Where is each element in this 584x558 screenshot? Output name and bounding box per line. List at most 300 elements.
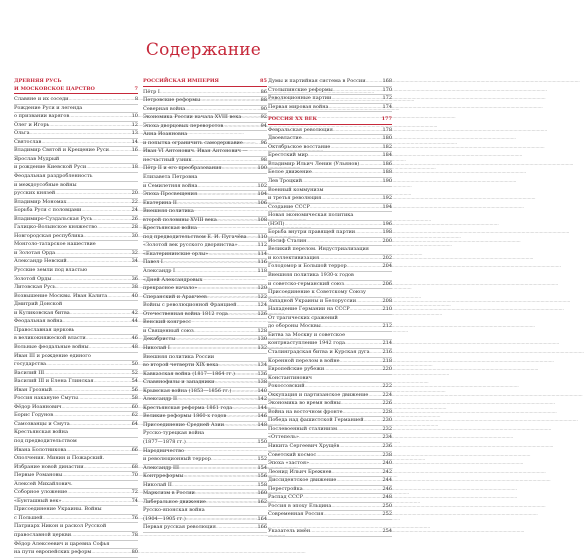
toc-entry-title: (1877—1878 гг.)	[143, 438, 186, 445]
toc-entry-page: 90	[260, 105, 267, 112]
leader-dots	[312, 169, 382, 177]
toc-entry[interactable]	[143, 106, 267, 115]
toc-entry[interactable]	[14, 276, 138, 285]
leader-dots	[331, 95, 381, 103]
leader-dots	[175, 336, 256, 344]
leader-dots	[78, 395, 131, 403]
toc-entry-title: Нападение Германии на СССР	[268, 306, 350, 313]
section-page: 177	[381, 116, 392, 123]
toc-entry-title: государства	[14, 361, 46, 368]
toc-entry[interactable]	[14, 207, 138, 216]
toc-entry[interactable]	[143, 217, 267, 226]
toc-entry-title: Иван III и рождение единого	[14, 352, 91, 359]
toc-entry-page: 172	[382, 95, 392, 102]
toc-entry[interactable]	[14, 216, 138, 225]
toc-entry[interactable]	[268, 238, 392, 247]
toc-entry[interactable]	[268, 187, 392, 196]
toc-entry[interactable]	[14, 293, 138, 302]
leader-dots	[247, 234, 257, 242]
toc-entry[interactable]	[143, 191, 267, 200]
toc-entry[interactable]	[14, 335, 138, 344]
toc-entry[interactable]	[268, 323, 392, 332]
toc-entry[interactable]	[268, 392, 392, 401]
toc-entry[interactable]	[268, 178, 392, 187]
toc-entry-title: Крестьянская война	[143, 225, 197, 232]
leader-dots	[321, 323, 382, 331]
toc-entry-title: Борьба Руси с половцами	[14, 207, 82, 214]
toc-entry[interactable]	[268, 255, 392, 264]
toc-entry[interactable]	[143, 482, 267, 491]
section-heading[interactable]	[143, 78, 267, 87]
toc-entry[interactable]	[268, 87, 392, 96]
section-page: 85	[260, 78, 267, 84]
toc-entry[interactable]	[14, 447, 138, 456]
toc-entry[interactable]	[14, 515, 138, 524]
toc-entry[interactable]	[143, 123, 267, 132]
leader-dots	[46, 361, 131, 369]
toc-entry-title: Присоединение к Советскому Союзу	[268, 289, 366, 296]
toc-entry[interactable]	[14, 310, 138, 319]
toc-entry[interactable]	[143, 430, 267, 439]
leader-dots	[333, 127, 382, 135]
toc-entry-page: 220	[382, 366, 392, 373]
toc-entry[interactable]	[14, 173, 138, 182]
toc-entry-page: 190	[382, 178, 392, 185]
leader-dots	[194, 328, 257, 336]
toc-entry[interactable]	[14, 361, 138, 370]
toc-entry-page: 226	[382, 400, 392, 407]
toc-entry[interactable]	[143, 499, 267, 508]
toc-entry-page: 184	[382, 152, 392, 159]
toc-entry[interactable]	[14, 438, 138, 447]
leader-dots	[331, 503, 381, 511]
toc-entry-page: 188	[382, 169, 392, 176]
toc-entry-page: 102	[257, 182, 267, 189]
leader-dots	[186, 439, 257, 447]
toc-entry-title: Крестьянская реформа 1861 года	[143, 404, 233, 411]
toc-entry[interactable]	[268, 340, 392, 349]
toc-entry[interactable]	[14, 464, 138, 473]
toc-entry[interactable]	[143, 285, 267, 294]
leader-dots	[107, 293, 130, 301]
toc-entry[interactable]	[268, 78, 392, 87]
toc-entry[interactable]	[14, 147, 138, 156]
toc-entry[interactable]	[268, 426, 392, 435]
leader-dots	[43, 515, 131, 523]
toc-entry[interactable]	[143, 456, 267, 465]
toc-entry-title: русских князей	[14, 190, 56, 197]
toc-entry-title: Русско-турецкая война	[143, 430, 205, 437]
toc-entry[interactable]	[14, 421, 138, 430]
toc-entry[interactable]	[143, 302, 267, 311]
toc-entry[interactable]	[14, 327, 138, 336]
leader-dots	[81, 207, 130, 215]
toc-entry[interactable]	[14, 489, 138, 498]
toc-entry-title: Вольные феодальные войны	[14, 343, 89, 350]
toc-entry[interactable]	[14, 541, 138, 550]
toc-entry-title: Столыпинские реформы	[268, 86, 333, 93]
toc-entry[interactable]	[14, 241, 138, 250]
toc-entry-title: Великий перелом. Индустриализация	[268, 246, 369, 253]
toc-entry[interactable]	[143, 251, 267, 260]
toc-entry[interactable]	[143, 362, 267, 371]
toc-entry[interactable]	[143, 183, 267, 192]
toc-entry-page: 62	[131, 412, 138, 419]
toc-entry[interactable]	[143, 524, 267, 533]
toc-entry[interactable]	[143, 396, 267, 405]
toc-entry[interactable]	[268, 469, 392, 478]
toc-entry[interactable]	[14, 156, 138, 165]
toc-entry[interactable]	[143, 268, 267, 277]
toc-entry-title: Первая мировая война	[268, 103, 329, 110]
toc-entry[interactable]	[14, 113, 138, 122]
toc-entry-page: 134	[257, 362, 267, 369]
toc-entry-title: Диссидентское движение	[268, 477, 337, 484]
toc-entry-title: Контрреформы	[143, 473, 184, 480]
toc-entry[interactable]	[143, 319, 267, 328]
toc-entry-title: Николай II	[143, 481, 172, 488]
section-heading[interactable]	[14, 78, 138, 94]
toc-entry[interactable]	[14, 429, 138, 438]
leader-dots	[324, 366, 381, 374]
leader-dots	[236, 302, 256, 310]
leader-dots	[226, 413, 256, 421]
toc-entry-page: 32	[131, 249, 138, 256]
toc-entry[interactable]	[143, 516, 267, 525]
toc-entry[interactable]	[143, 507, 267, 516]
toc-entry-page: 138	[257, 379, 267, 386]
toc-entry[interactable]	[143, 354, 267, 363]
toc-entry[interactable]	[268, 161, 392, 170]
toc-entry[interactable]	[143, 131, 267, 140]
toc-entry[interactable]	[143, 439, 267, 448]
toc-entry-page: 204	[382, 263, 392, 270]
toc-entry[interactable]	[14, 387, 138, 396]
toc-entry[interactable]	[143, 148, 267, 157]
toc-entry[interactable]	[143, 259, 267, 268]
toc-entry-title: и междоусобные войны	[14, 181, 77, 188]
toc-entry[interactable]	[268, 383, 392, 392]
leader-dots	[86, 335, 131, 343]
toc-entry[interactable]	[268, 281, 392, 290]
toc-entry-page: 178	[382, 126, 392, 133]
toc-entry[interactable]	[14, 412, 138, 421]
toc-entry-page: 36	[131, 275, 138, 282]
toc-entry-title: Николай I	[143, 344, 170, 351]
toc-entry[interactable]	[143, 371, 267, 380]
toc-column-1	[14, 78, 138, 558]
leader-dots	[192, 157, 260, 165]
toc-entry-page: 52	[131, 369, 138, 376]
toc-entry-title: Новгородская республика	[14, 232, 84, 239]
toc-entry[interactable]	[14, 318, 138, 327]
toc-entry-title: Пётр I	[143, 88, 160, 95]
toc-entry[interactable]	[268, 306, 392, 315]
section-title-line: РОССИЙСКАЯ ИМПЕРИЯ	[143, 78, 219, 84]
toc-entry[interactable]	[14, 224, 138, 233]
section-title-line: ДРЕВНЯЯ РУСЬ	[14, 78, 62, 84]
toc-entry[interactable]	[143, 208, 267, 217]
toc-entry[interactable]	[14, 164, 138, 173]
toc-entry[interactable]	[143, 277, 267, 286]
leader-dots	[344, 281, 382, 289]
toc-entry-title: Великие реформы 1860-х годов	[143, 413, 227, 420]
toc-entry-title: Василий III и Елена Глинская	[14, 378, 94, 385]
toc-entry[interactable]	[14, 182, 138, 191]
toc-entry[interactable]	[268, 204, 392, 213]
toc-entry[interactable]	[268, 272, 392, 281]
toc-entry[interactable]	[143, 413, 267, 422]
toc-entry[interactable]	[268, 263, 392, 272]
toc-entry-page: 22	[131, 198, 138, 205]
toc-entry-page: 182	[382, 143, 392, 150]
toc-entry-page: 232	[382, 425, 392, 432]
toc-entry-title: Владимир Святой и Крещение Руси	[14, 147, 109, 154]
toc-entry[interactable]	[14, 258, 138, 267]
toc-entry[interactable]	[14, 523, 138, 532]
toc-entry[interactable]	[143, 140, 267, 149]
leader-dots	[109, 147, 131, 155]
toc-entry-title: православной церкви	[14, 531, 72, 538]
toc-entry[interactable]	[143, 225, 267, 234]
toc-entry-title: Европейские рубежи	[268, 366, 325, 373]
toc-entry[interactable]	[268, 246, 392, 255]
toc-entry[interactable]	[14, 506, 138, 515]
toc-entry-page: 124	[257, 302, 267, 309]
leader-dots	[223, 123, 259, 131]
toc-entry[interactable]	[14, 472, 138, 481]
toc-entry-page: 216	[382, 348, 392, 355]
leader-dots	[316, 452, 381, 460]
leader-dots	[55, 190, 130, 198]
toc-entry[interactable]	[143, 448, 267, 457]
toc-entry[interactable]	[268, 144, 392, 153]
toc-entry[interactable]	[14, 404, 138, 413]
leader-dots	[49, 122, 130, 130]
toc-entry-page: 86	[260, 88, 267, 95]
toc-entry[interactable]	[268, 169, 392, 178]
leader-dots	[355, 229, 381, 237]
toc-entry[interactable]	[14, 378, 138, 387]
toc-entry-page: 34	[131, 258, 138, 265]
toc-entry[interactable]	[268, 511, 392, 520]
toc-entry[interactable]	[14, 353, 138, 362]
toc-entry[interactable]	[268, 195, 392, 204]
toc-entry-page: 146	[257, 413, 267, 420]
toc-entry[interactable]	[14, 455, 138, 464]
toc-entry[interactable]	[268, 95, 392, 104]
toc-entry[interactable]	[14, 549, 138, 558]
toc-entry[interactable]	[143, 473, 267, 482]
toc-entry[interactable]	[268, 477, 392, 486]
toc-entry[interactable]	[14, 130, 138, 139]
toc-entry-title: Александр Невский	[14, 258, 67, 265]
toc-entry-title: Экономика во время войны	[268, 400, 341, 407]
toc-entry-page: 196	[382, 220, 392, 227]
toc-entry-title: Рождение Руси и легенда	[14, 104, 83, 111]
leader-dots	[310, 528, 381, 536]
toc-entry-title: Русские земли под властью	[14, 267, 88, 274]
toc-entry[interactable]	[14, 233, 138, 242]
section-title	[14, 78, 95, 93]
toc-entry[interactable]	[268, 375, 392, 384]
leader-dots	[197, 191, 256, 199]
toc-entry-page: 198	[382, 229, 392, 236]
toc-entry[interactable]	[14, 481, 138, 490]
toc-entry[interactable]	[268, 486, 392, 495]
leader-dots	[232, 405, 256, 413]
toc-entry-title: Лев Троцкий	[268, 178, 303, 185]
toc-entry-title: Русско-японская война	[143, 507, 205, 514]
toc-entry-title: Крымская война (1853—1856 гг.)	[143, 387, 232, 394]
leader-dots	[218, 362, 256, 370]
leader-dots	[208, 251, 256, 259]
toc-entry[interactable]	[14, 370, 138, 379]
toc-entry[interactable]	[14, 498, 138, 507]
leader-dots	[332, 469, 382, 477]
toc-entry[interactable]	[143, 422, 267, 431]
toc-entry[interactable]	[268, 152, 392, 161]
toc-entry-page: 50	[131, 361, 138, 368]
toc-entry-page: 240	[382, 460, 392, 467]
toc-entry[interactable]	[143, 89, 267, 98]
toc-entry-title: Анна Иоанновна	[143, 131, 188, 138]
toc-entry-title: От трагических сражений	[268, 314, 338, 321]
toc-entry[interactable]	[268, 349, 392, 358]
toc-entry-title: и попытка ограничить самодержавие	[143, 139, 243, 146]
toc-entry[interactable]	[268, 460, 392, 469]
toc-entry[interactable]	[268, 358, 392, 367]
toc-entry[interactable]	[268, 434, 392, 443]
toc-entry[interactable]	[268, 503, 392, 512]
toc-entry[interactable]	[14, 395, 138, 404]
leader-dots	[217, 217, 257, 225]
leader-dots	[345, 340, 382, 348]
toc-entry[interactable]	[14, 122, 138, 131]
toc-entry[interactable]	[14, 267, 138, 276]
toc-entry-title: Василий III	[14, 369, 45, 376]
toc-entry-title: и Семилетняя война	[143, 182, 198, 189]
toc-entry-page: 80	[131, 549, 138, 556]
toc-entry[interactable]	[143, 379, 267, 388]
toc-entry[interactable]	[143, 97, 267, 106]
toc-entry-page: 236	[382, 442, 392, 449]
toc-entry[interactable]	[268, 494, 392, 503]
toc-entry[interactable]	[268, 528, 392, 537]
toc-entry[interactable]	[14, 532, 138, 541]
toc-entry-title: «Екатерининские орлы»	[143, 250, 209, 257]
leader-dots	[214, 379, 256, 387]
toc-entry-page: 212	[382, 323, 392, 330]
toc-entry-title: Фёдор Алексеевич и царевна Софья	[14, 540, 110, 547]
toc-entry[interactable]	[268, 229, 392, 238]
toc-entry[interactable]	[14, 190, 138, 199]
toc-entry[interactable]	[143, 114, 267, 123]
toc-entry[interactable]	[14, 199, 138, 208]
toc-entry[interactable]	[268, 104, 392, 113]
toc-entry-title: в великокняжеской власти	[14, 335, 86, 342]
leader-dots	[44, 370, 130, 378]
toc-entry[interactable]	[143, 242, 267, 251]
toc-entry[interactable]	[143, 388, 267, 397]
toc-entry[interactable]	[268, 298, 392, 307]
toc-entry-page: 100	[257, 165, 267, 172]
leader-dots	[53, 412, 131, 420]
toc-entry-title: Александр I	[143, 268, 176, 275]
leader-dots	[238, 242, 257, 250]
toc-entry-title: Славянофилы и западники	[143, 379, 215, 386]
leader-dots	[86, 164, 130, 172]
toc-entry[interactable]	[143, 465, 267, 474]
toc-entry-title: Эпоха Просвещения	[143, 191, 198, 198]
toc-entry-title: Брестский мир	[268, 152, 309, 159]
toc-entry[interactable]	[14, 105, 138, 114]
toc-entry[interactable]	[268, 452, 392, 461]
toc-entry[interactable]	[268, 127, 392, 136]
toc-entry[interactable]	[14, 250, 138, 259]
leader-dots	[231, 388, 256, 396]
toc-entry[interactable]	[268, 135, 392, 144]
toc-entry-page: 154	[257, 464, 267, 471]
toc-entry[interactable]	[268, 221, 392, 230]
toc-entry-title: Ополчения. Минин и Пожарский.	[14, 455, 105, 462]
toc-entry-page: 54	[131, 378, 138, 385]
toc-entry-title: во второй четверти XIX века	[143, 362, 219, 369]
toc-entry[interactable]	[143, 200, 267, 209]
toc-entry[interactable]	[268, 332, 392, 341]
toc-entry-page: 118	[257, 268, 267, 275]
section-heading[interactable]	[268, 116, 392, 125]
toc-entry[interactable]	[268, 212, 392, 221]
toc-entry-title: с Польшей	[14, 514, 43, 521]
toc-entry[interactable]	[143, 490, 267, 499]
toc-entry[interactable]	[143, 165, 267, 174]
toc-entry[interactable]	[268, 417, 392, 426]
toc-entry-page: 74	[131, 497, 138, 504]
leader-dots	[198, 183, 257, 191]
toc-entry-title: Петровские реформы	[143, 97, 201, 104]
toc-entry-title: Монголо-татарское нашествие	[14, 241, 96, 248]
leader-dots	[41, 139, 130, 147]
toc-entry[interactable]	[143, 345, 267, 354]
toc-entry[interactable]	[14, 301, 138, 310]
leader-dots	[186, 516, 257, 524]
toc-entry[interactable]	[143, 174, 267, 183]
toc-entry[interactable]	[143, 234, 267, 243]
toc-entry[interactable]	[14, 96, 138, 105]
toc-entry[interactable]	[14, 284, 138, 293]
toc-entry-title: Перестройка	[268, 485, 303, 492]
toc-entry[interactable]	[143, 336, 267, 345]
toc-entry-title: Леонид Ильич Брежнев	[268, 468, 332, 475]
toc-entry[interactable]	[14, 344, 138, 353]
toc-entry[interactable]	[268, 400, 392, 409]
toc-entry[interactable]	[268, 443, 392, 452]
leader-dots	[70, 310, 131, 318]
toc-entry[interactable]	[14, 139, 138, 148]
toc-entry-page: 254	[382, 528, 392, 535]
toc-entry-page: 14	[131, 138, 138, 145]
toc-entry[interactable]	[268, 366, 392, 375]
toc-entry[interactable]	[143, 311, 267, 320]
toc-entry-title: Либеральное движение	[143, 498, 206, 505]
toc-entry[interactable]	[268, 289, 392, 298]
page-title: Содержание	[145, 40, 262, 60]
toc-entry[interactable]	[143, 294, 267, 303]
toc-entry-title: Оккупация и партизанское движение	[268, 391, 369, 398]
leader-dots	[228, 311, 257, 319]
toc-entry-title: Иван Грозный	[14, 386, 52, 393]
